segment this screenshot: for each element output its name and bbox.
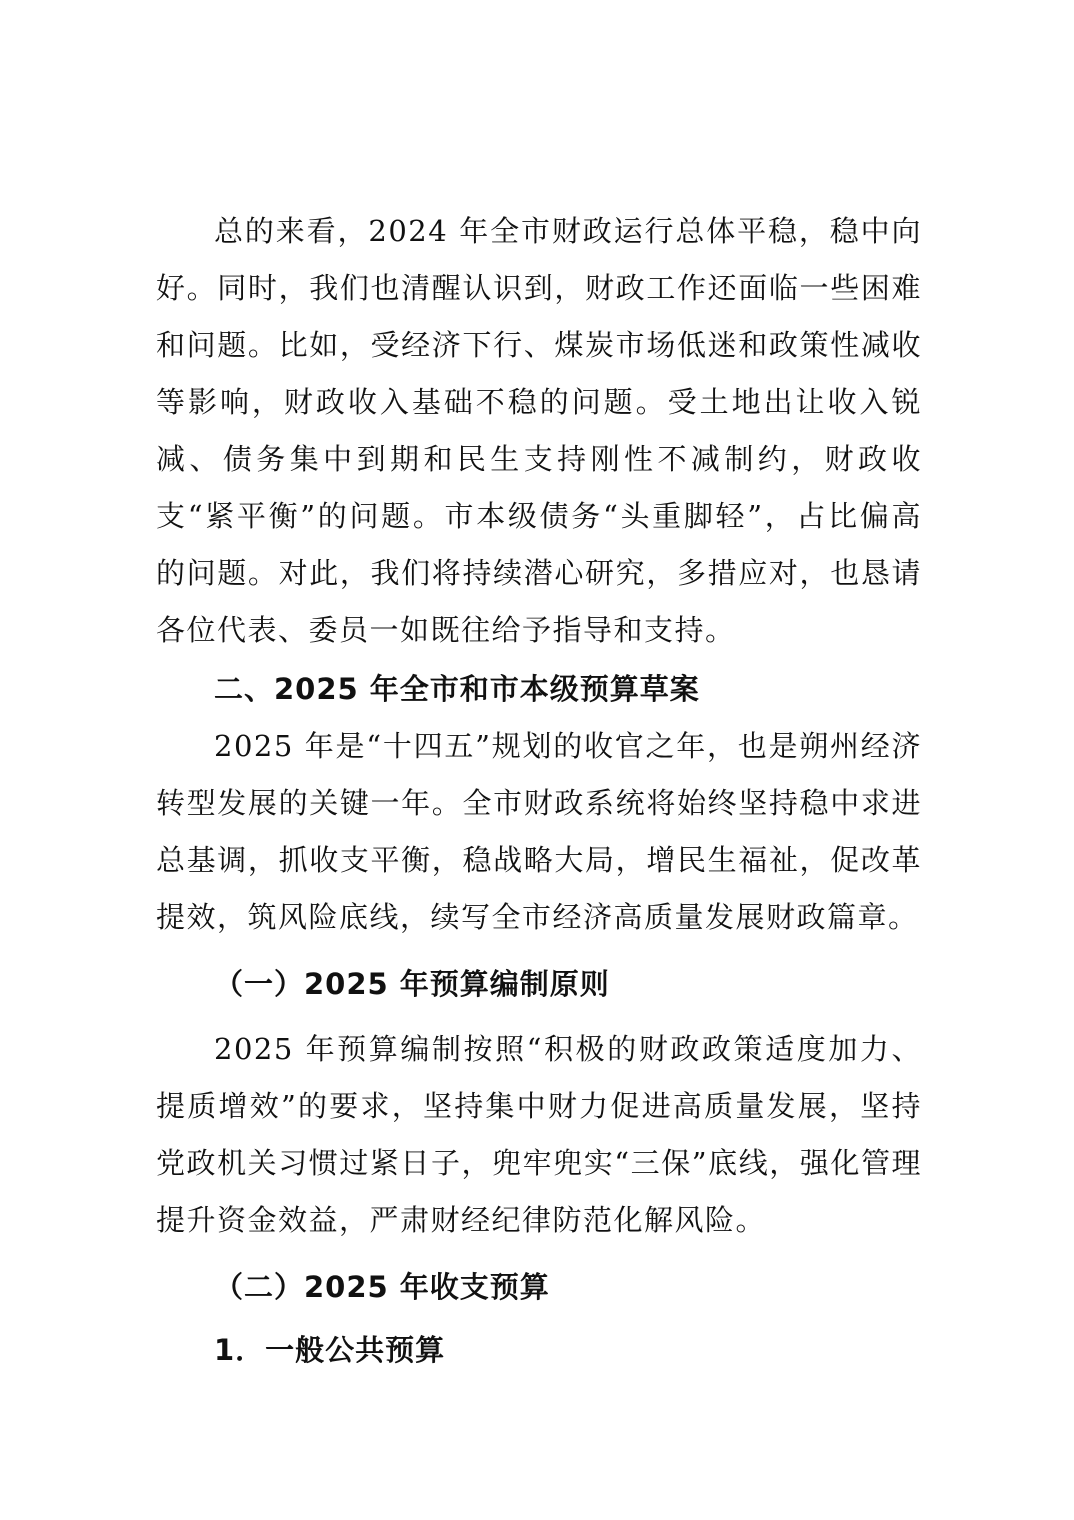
intro-paragraph-2025: 2025 年是“十四五”规划的收官之年，也是朔州经济转型发展的关键一年。全市财政系统将始终坚持稳中求进总基调，抓收支平衡，稳战略大局，增民生福祉，促改革提效，筑风险底线，续写全市经济高质量发展财政篇章。: [156, 729, 922, 934]
summary-paragraph: 总的来看，2024 年全市财政运行总体平稳，稳中向好。同时，我们也清醒认识到，财政工作还面临一些困难和问题。比如，受经济下行、煤炭市场低迷和政策性减收等影响，财政收入基础不稳的问题。受土地出让收入锐减、债务集中到期和民生支持刚性不减制约，财政收支“紧平衡”的问题。市本级债务“头重脚轻”，占比偏高的问题。对此，我们将持续潜心研究，多措应对，也恳请各位代表、委员一如既往给予指导和支持。: [156, 214, 922, 647]
subheading-budget-principles: （一）2025 年预算编制原则: [214, 967, 610, 1001]
document-page: [156, 203, 922, 1379]
budget-principles-paragraph: 2025 年预算编制按照“积极的财政政策适度加力、提质增效”的要求，坚持集中财力促进高质量发展，坚持党政机关习惯过紧日子，兜牢兜实“三保”底线，强化管理提升资金效益，严肃财经纪律防范化解风险。: [156, 1032, 922, 1237]
item-general-public-budget: 1．一般公共预算: [214, 1333, 446, 1367]
section-heading-budget-draft: 二、2025 年全市和市本级预算草案: [214, 672, 700, 706]
subheading-revenue-expenditure: （二）2025 年收支预算: [214, 1270, 550, 1304]
